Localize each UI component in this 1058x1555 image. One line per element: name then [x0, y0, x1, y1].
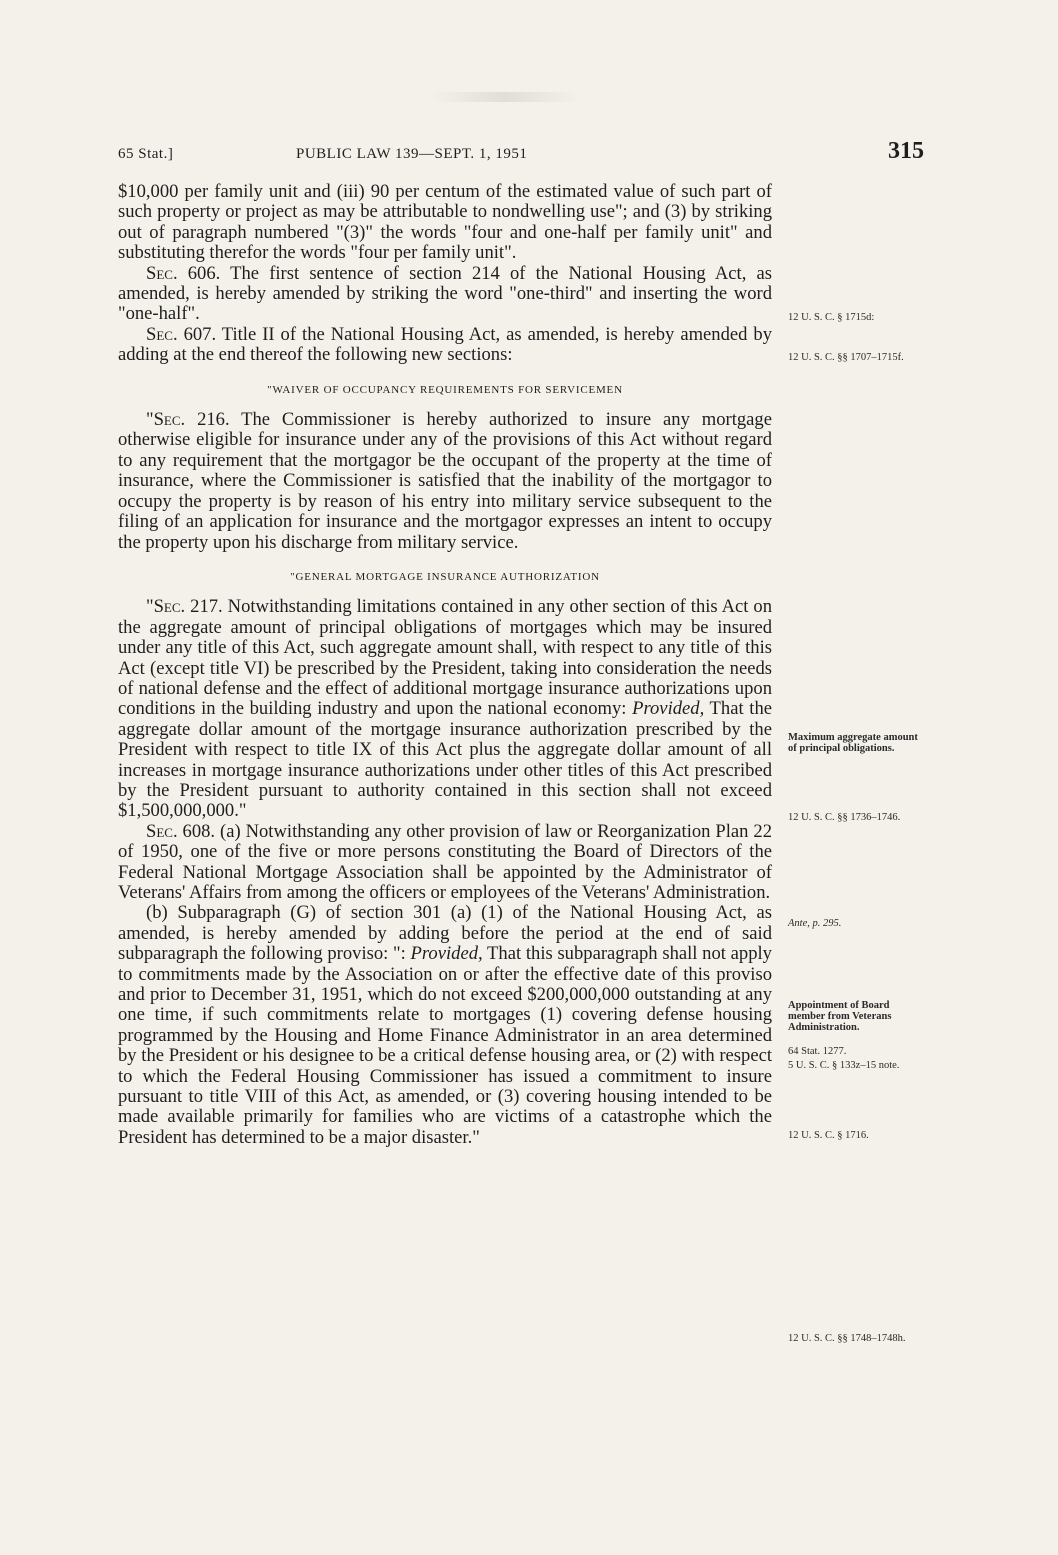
- margin-note-citation: 12 U. S. C. §§ 1736–1746.: [788, 812, 901, 823]
- paragraph-sec-607: Sec. 607. Title II of the National Housing Act, as amended, is hereby amended by adding at the end thereof the following new sections:: [118, 323, 772, 366]
- paragraph-sec-608: Sec. 608. (a) Notwithstanding any other provision of law or Reorganization Plan 22 of 1950, one of the five or more persons constituting the Board of Directors of the Federal National Mortgage Association shall be appointed by the Administrator of Veterans' Affairs from among the officers or employees of the Veterans' Administration.: [118, 820, 772, 903]
- page-header: [118, 138, 924, 174]
- margin-note-citation: 5 U. S. C. § 133z–15 note.: [788, 1060, 900, 1071]
- paragraph-sec-606: Sec. 606. The first sentence of section 214 of the National Housing Act, as amended, is hereby amended by striking the word "one-third" and inserting the word "one-half".: [118, 262, 773, 325]
- margin-note-topic: Appointment of Board member from Veterans Administration.: [788, 1000, 892, 1033]
- statute-reference: 65 Stat.]: [118, 146, 174, 162]
- paragraph-sec-216: "Sec. 216. The Commissioner is hereby authorized to insure any mortgage otherwise eligible for insurance under any of the provisions of this Act without regard to any requirement that the mortgagor be the occupant of the property at the time of insurance, where the Commissioner is satisfied that the inability of the mortgagor to occupy the property is by reason of his entry into military service subsequent to the filing of an application for insurance and the mortgagor expresses an intent to occupy the property upon his discharge from military service.: [118, 409, 772, 553]
- margin-note-citation: 12 U. S. C. § 1716.: [788, 1130, 869, 1141]
- margin-note-reference: Ante, p. 295.: [788, 918, 842, 929]
- bleed-through-mark: [430, 92, 580, 102]
- section-heading: "GENERAL MORTGAGE INSURANCE AUTHORIZATION: [290, 570, 600, 583]
- body-text: [118, 182, 772, 1148]
- margin-note-citation: 12 U. S. C. § 1715d:: [788, 312, 875, 323]
- page-number: 315: [888, 138, 924, 164]
- margin-note-citation: 12 U. S. C. §§ 1748–1748h.: [788, 1333, 906, 1344]
- law-title: PUBLIC LAW 139—SEPT. 1, 1951: [296, 146, 528, 162]
- section-heading: "WAIVER OF OCCUPANCY REQUIREMENTS FOR SERVICEMEN: [267, 383, 623, 396]
- paragraph-sec-608-b: (b) Subparagraph (G) of section 301 (a) (1) of the National Housing Act, as amended, is hereby amended by adding before the period at the end of said subparagraph the following proviso: ": Provided, That this subparagraph shall not apply to commitments made by the Association on or after the effective date of this proviso and prior to December 31, 1951, which do not exceed $200,000,000 outstanding at any one time, if such commitments relate to mortgages (1) covering defense housing programmed by the Housing and Home Finance Administrator in an area determined by the President or his designee to be a critical defense housing area, or (2) with respect to which the Federal Housing Commissioner has issued a commitment to insure pursuant to title VIII of this Act, as amended, or (3) covering housing intended to be made available primarily for families who are victims of a catastrophe which the President has determined to be a major disaster.": [118, 902, 772, 1148]
- margin-note-citation: 64 Stat. 1277.: [788, 1046, 847, 1057]
- margin-note-topic: Maximum aggregate amount of principal obligations.: [788, 732, 918, 754]
- paragraph-sec-217: "Sec. 217. Notwithstanding limitations contained in any other section of this Act on the aggregate amount of principal obligations of mortgages which may be insured under any title of this Act, such aggregate amount shall, with respect to any title of this Act (except title VI) be prescribed by the President, taking into consideration the needs of national defense and the effect of additional mortgage insurance authorizations upon conditions in the building industry and upon the national economy: Provided, That the aggregate dollar amount of the mortgage insurance authorization prescribed by the President with respect to title IX of this Act plus the aggregate dollar amount of all increases in mortgage insurance authorizations under other titles of this Act prescribed by the President pursuant to authority contained in this section shall not exceed $1,500,000,000.": [118, 596, 772, 822]
- paragraph: $10,000 per family unit and (iii) 90 per centum of the estimated value of such part of such property or project as may be attributable to nondwelling use"; and (3) by striking out of paragraph numbered "(3)" the words "four and one-half per family unit" and substituting therefor the words "four per family unit".: [118, 181, 772, 264]
- margin-note-citation: 12 U. S. C. §§ 1707–1715f.: [788, 352, 904, 363]
